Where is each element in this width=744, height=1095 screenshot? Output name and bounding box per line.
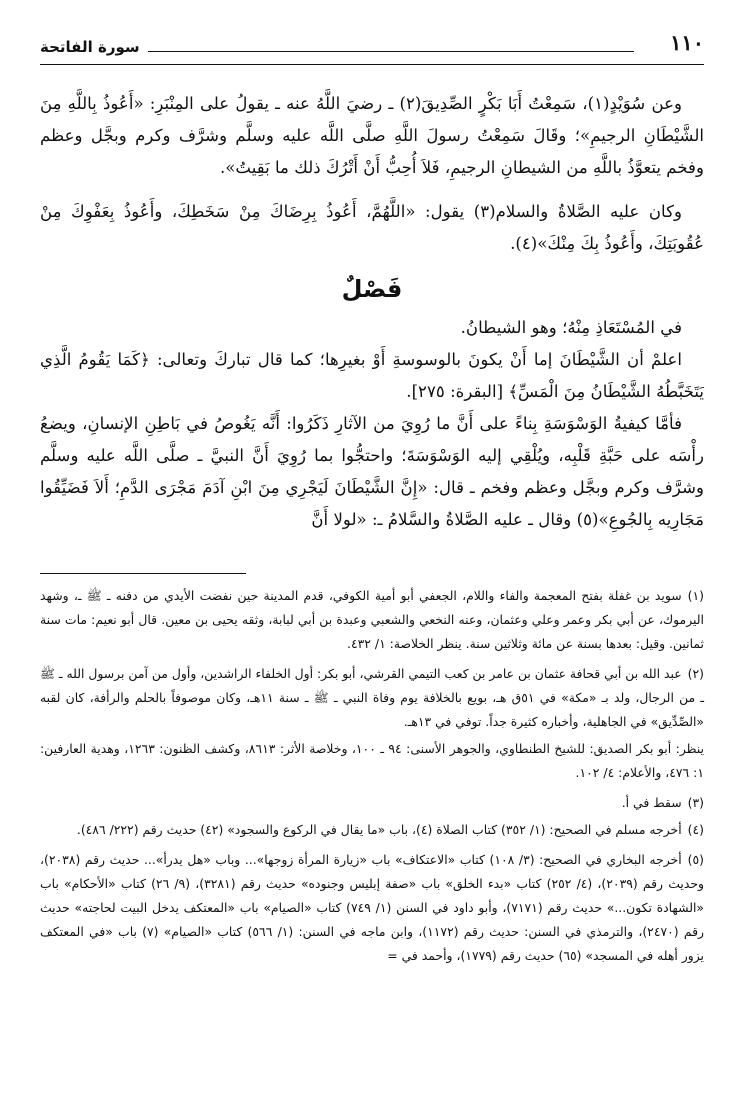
footnote-number: (٣) bbox=[687, 795, 704, 810]
footnote-5 bbox=[40, 848, 704, 968]
paragraph-mustaadh: في المُسْتَعَاذِ مِنْهُ؛ وهو الشيطانُ. bbox=[460, 318, 682, 337]
footnote-number: (١) bbox=[687, 588, 704, 603]
footnote-number: (٢) bbox=[687, 666, 704, 681]
footnote-number: (٤) bbox=[687, 822, 704, 837]
footnote-text: أخرجه مسلم في الصحيح: (١/ ٣٥٢) كتاب الصلاة (٤)، باب «ما يقال في الركوع والسجود» (٤٢) حديث رقم (٢٢٢/ ٤٨٦). bbox=[76, 822, 682, 837]
header-rule bbox=[148, 51, 634, 52]
footnote-number: (٥) bbox=[687, 852, 704, 867]
footnote-text: ينظر: أبو بكر الصديق: للشيخ الطنطاوي، والجوهر الأسنى: ٩٤ ـ ١٠٠، وخلاصة الأثر: ٨٦١٣، وكشف الظنون: ١٢٦٣، وهدية العارفين: ١: ٤٧٦، والأعلام: ٤/ ١٠٢. bbox=[40, 741, 705, 780]
page-number: ١١٠ bbox=[670, 30, 704, 55]
paragraph-waswasa: فأمَّا كيفيةُ الوَسْوَسَةِ بِناءً على أَنَّ ما رُوِيَ من الآثارِ ذَكَرُوا: أَنَّه يَغُوصُ في بَاطِنِ الإنسانِ، ويضعُ رأْسَه على حَبَّةِ قَلْبِه، ويُلْقِي إليه الوَسْوَسَةَ؛ واحتجُّوا بما رُوِيَ أَنَّ النبيَّ ـ صلَّى اللَّه عليه وسلَّم وشرَّف وكرم وبجَّل وعظم وفخم ـ قال: «إِنَّ الشَّيْطَانَ لَيَجْرِي مِنَ ابْنِ آدَمَ مَجْرَى الدَّمِ؛ أَلاَ فَضَيِّقُوا مَجَارِيه بِالجُوعِ»(٥) وقال ـ عليه الصَّلاةُ والسَّلامُ ـ: «لولا أَنَّ bbox=[40, 414, 704, 529]
paragraph-suwayd: وعن سُوَيْدٍ(١)، سَمِعْتُ أَبَا بَكْرٍ الصِّدِيقَ(٢) ـ رضيَ اللَّهُ عنه ـ يقولُ على المِنْبَرِ: «أَعُوذُ بِاللَّهِ مِنَ الشَّيْطَانِ الرجيمِ»؛ وقَالَ سَمِعْتُ رسولَ اللَّهِ صلَّى اللَّه عليه وسلَّم وشرَّف وكرم وبجَّل وعظم وفخم يتعوَّذُ باللَّهِ من الشيطانِ الرجيمِ، فَلاَ أُحِبُّ أَنْ أَتْرُكَ ذلك ما بَقِيتُ». bbox=[40, 94, 705, 177]
footnote-3 bbox=[40, 791, 704, 815]
footnotes bbox=[40, 584, 704, 974]
footnote-2-refs bbox=[40, 737, 704, 785]
page-header bbox=[40, 30, 704, 65]
section-heading: فَصْلٌ bbox=[341, 275, 403, 303]
paragraph-dua: وكان عليه الصَّلاةُ والسلام(٣) يقول: «اللَّهُمَّ، أَعُوذُ بِرِضَاكَ مِنْ سَخَطِكَ، وأَعُوذُ بِعَفْوِكَ مِنْ عُقُوبَتِكَ، وأَعُوذُ بِكَ مِنْكَ»(٤). bbox=[40, 202, 704, 253]
main-text bbox=[40, 88, 704, 536]
footnote-1 bbox=[40, 584, 704, 656]
footnote-text: سقط في أ. bbox=[621, 795, 682, 810]
footnote-2 bbox=[40, 662, 704, 734]
footnote-text: سويد بن غفلة بفتح المعجمة والفاء واللام، الجعفي أبو أمية الكوفي، قدم المدينة حين نفضت الأيدي من دفنه ـ ﷺ ـ، وشهد اليرموك، عن أبي بكر وعمر وعلي وعثمان، وعنه النخعي والشعبي وعبدة بن أبي لبابة، وثقه يحيى بن معين. قال أبو نعيم: مات سنة ثمانين. وقيل: بعدها بسنة عن مائة وثلاثين سنة. ينظر الخلاصة: ١/ ٤٣٢. bbox=[40, 588, 704, 651]
footnote-text: أخرجه البخاري في الصحيح: (٣/ ١٠٨) كتاب «الاعتكاف» باب «زيارة المرأة زوجها»... وباب «هل يدرأ»... حديث رقم (٢٠٣٨)، وحديث رقم (٢٠٣٩)، (٤/ ٢٥٢) كتاب «بدء الخلق» باب «صفة إبليس وجنوده» حديث رقم (٣٢٨١)، (٩/ ٢٦) كتاب «الأحكام» باب «الشهادة تكون...» حديث رقم (٧١٧١)، وأبو داود في السنن (١/ ٧٤٩) كتاب «الصيام» باب «المعتكف يدخل البيت لحاجته» حديث رقم (٢٤٧٠)، والترمذي في السنن: حديث رقم (١١٧٢)، وابن ماجه في السنن: (١/ ٥٦٦) كتاب «الصيام» (٧) باب «في المعتكف يزور أهله في المسجد» (٦٥) حديث رقم (١٧٧٩)، وأحمد في = bbox=[40, 852, 705, 963]
footnote-4 bbox=[40, 818, 704, 842]
footnote-separator bbox=[40, 573, 246, 574]
surah-title: سورة الفاتحة bbox=[40, 38, 140, 56]
paragraph-shaytan: اعلمْ أن الشَّيْطَانَ إما أَنْ يكونَ بالوسوسةِ أَوْ بغيرِها؛ كما قال تباركَ وتعالى: ﴿كَمَا يَقُومُ الَّذِي يَتَخَبَّطُهُ الشَّيْطَانُ مِنَ الْمَسِّ﴾ [البقرة: ٢٧٥]. bbox=[40, 350, 704, 401]
footnote-text: عبد الله بن أبي قحافة عثمان بن عامر بن كعب التيمي القرشي، أبو بكر: أول الخلفاء الراشدين، وأول من آمن برسول الله ـ ﷺ ـ من الرجال، ولد بـ «مكة» في ٥١ق هـ، بويع بالخلافة يوم وفاة النبي ـ ﷺ ـ سنة ١١هـ، وكان موصوفاً بالحلم والرأفة، كان لقبه «الصِّدِّيق» في الجاهلية، وأخباره كثيرة جداً. توفي في ١٣هـ. bbox=[40, 666, 704, 729]
